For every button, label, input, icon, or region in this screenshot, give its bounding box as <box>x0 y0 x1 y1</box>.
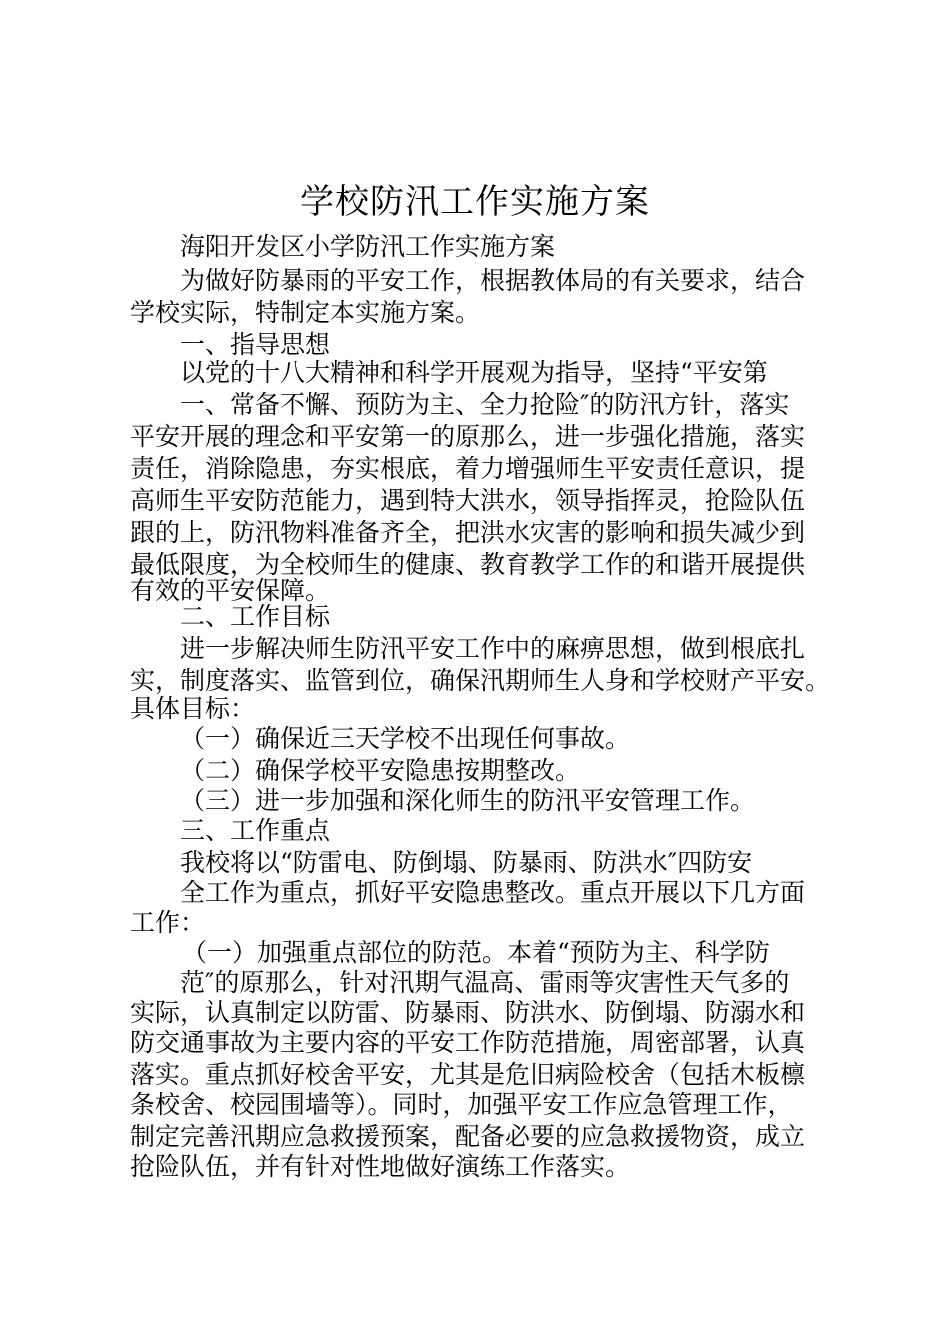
document-line: 落实。重点抓好校舍平安，尤其是危旧病险校舍（包括木板檩 <box>130 1060 806 1089</box>
document-line: 二、工作目标 <box>180 602 331 631</box>
document-line: 范″的原那么，针对汛期气温高、雷雨等灾害性天气多的 <box>180 968 790 997</box>
document-line: 为做好防暴雨的平安工作，根据教体局的有关要求，结合 <box>180 266 806 295</box>
document-line: 最低限度，为全校师生的健康、教育教学工作的和谐开展提供 <box>130 550 806 579</box>
document-line: 一、常备不懈、预防为主、全力抢险″的防汛方针，落实 <box>180 390 790 419</box>
document-line: 进一步解决师生防汛平安工作中的麻痹思想，做到根底扎 <box>180 634 806 663</box>
document-line: 防交通事故为主要内容的平安工作防范措施，周密部署，认真 <box>130 1028 806 1057</box>
document-line: 具体目标： <box>130 694 256 723</box>
document-line: （一）确保近三天学校不出现任何事故。 <box>180 724 631 753</box>
document-line: 海阳开发区小学防汛工作实施方案 <box>180 232 556 261</box>
document-line: 抢险队伍，并有针对性地做好演练工作落实。 <box>130 1152 631 1181</box>
document-line: 实际，认真制定以防雷、防暴雨、防洪水、防倒塌、防溺水和 <box>130 998 806 1027</box>
document-line: （二）确保学校平安隐患按期整改。 <box>180 756 581 785</box>
document-line: （一）加强重点部位的防范。本着“预防为主、科学防 <box>182 938 770 967</box>
document-line: 责任，消除隐患，夯实根底，着力增强师生平安责任意识，提 <box>130 454 806 483</box>
document-line: 我校将以“防雷电、防倒塌、防暴雨、防洪水″四防安 <box>180 848 753 877</box>
document-line: 高师生平安防范能力，遇到特大洪水，领导指挥灵，抢险队伍 <box>130 486 806 515</box>
document-line: 制定完善汛期应急救援预案，配备必要的应急救援物资，成立 <box>130 1122 806 1151</box>
document-line: 实，制度落实、监管到位，确保汛期师生人身和学校财产平安。 <box>130 666 831 695</box>
document-line: 一、指导思想 <box>180 330 331 359</box>
document-line: 有效的平安保障。 <box>130 576 331 605</box>
document-line: 工作： <box>130 908 206 937</box>
document-line: （三）进一步加强和深化师生的防汛平安管理工作。 <box>180 786 756 815</box>
document-title: 学校防汛工作实施方案 <box>300 182 650 222</box>
document-line: 全工作为重点，抓好平安隐患整改。重点开展以下几方面 <box>180 878 806 907</box>
document-line: 学校实际，特制定本实施方案。 <box>130 298 481 327</box>
document-line: 三、工作重点 <box>180 816 331 845</box>
document-line: 条校舍、校园围墙等）。同时，加强平安工作应急管理工作， <box>130 1090 793 1119</box>
document-line: 跟的上，防汛物料准备齐全，把洪水灾害的影响和损失减少到 <box>130 518 806 547</box>
document-line: 平安开展的理念和平安第一的原那么，进一步强化措施，落实 <box>130 422 806 451</box>
document-line: 以党的十八大精神和科学开展观为指导，坚持“平安第 <box>180 358 768 387</box>
